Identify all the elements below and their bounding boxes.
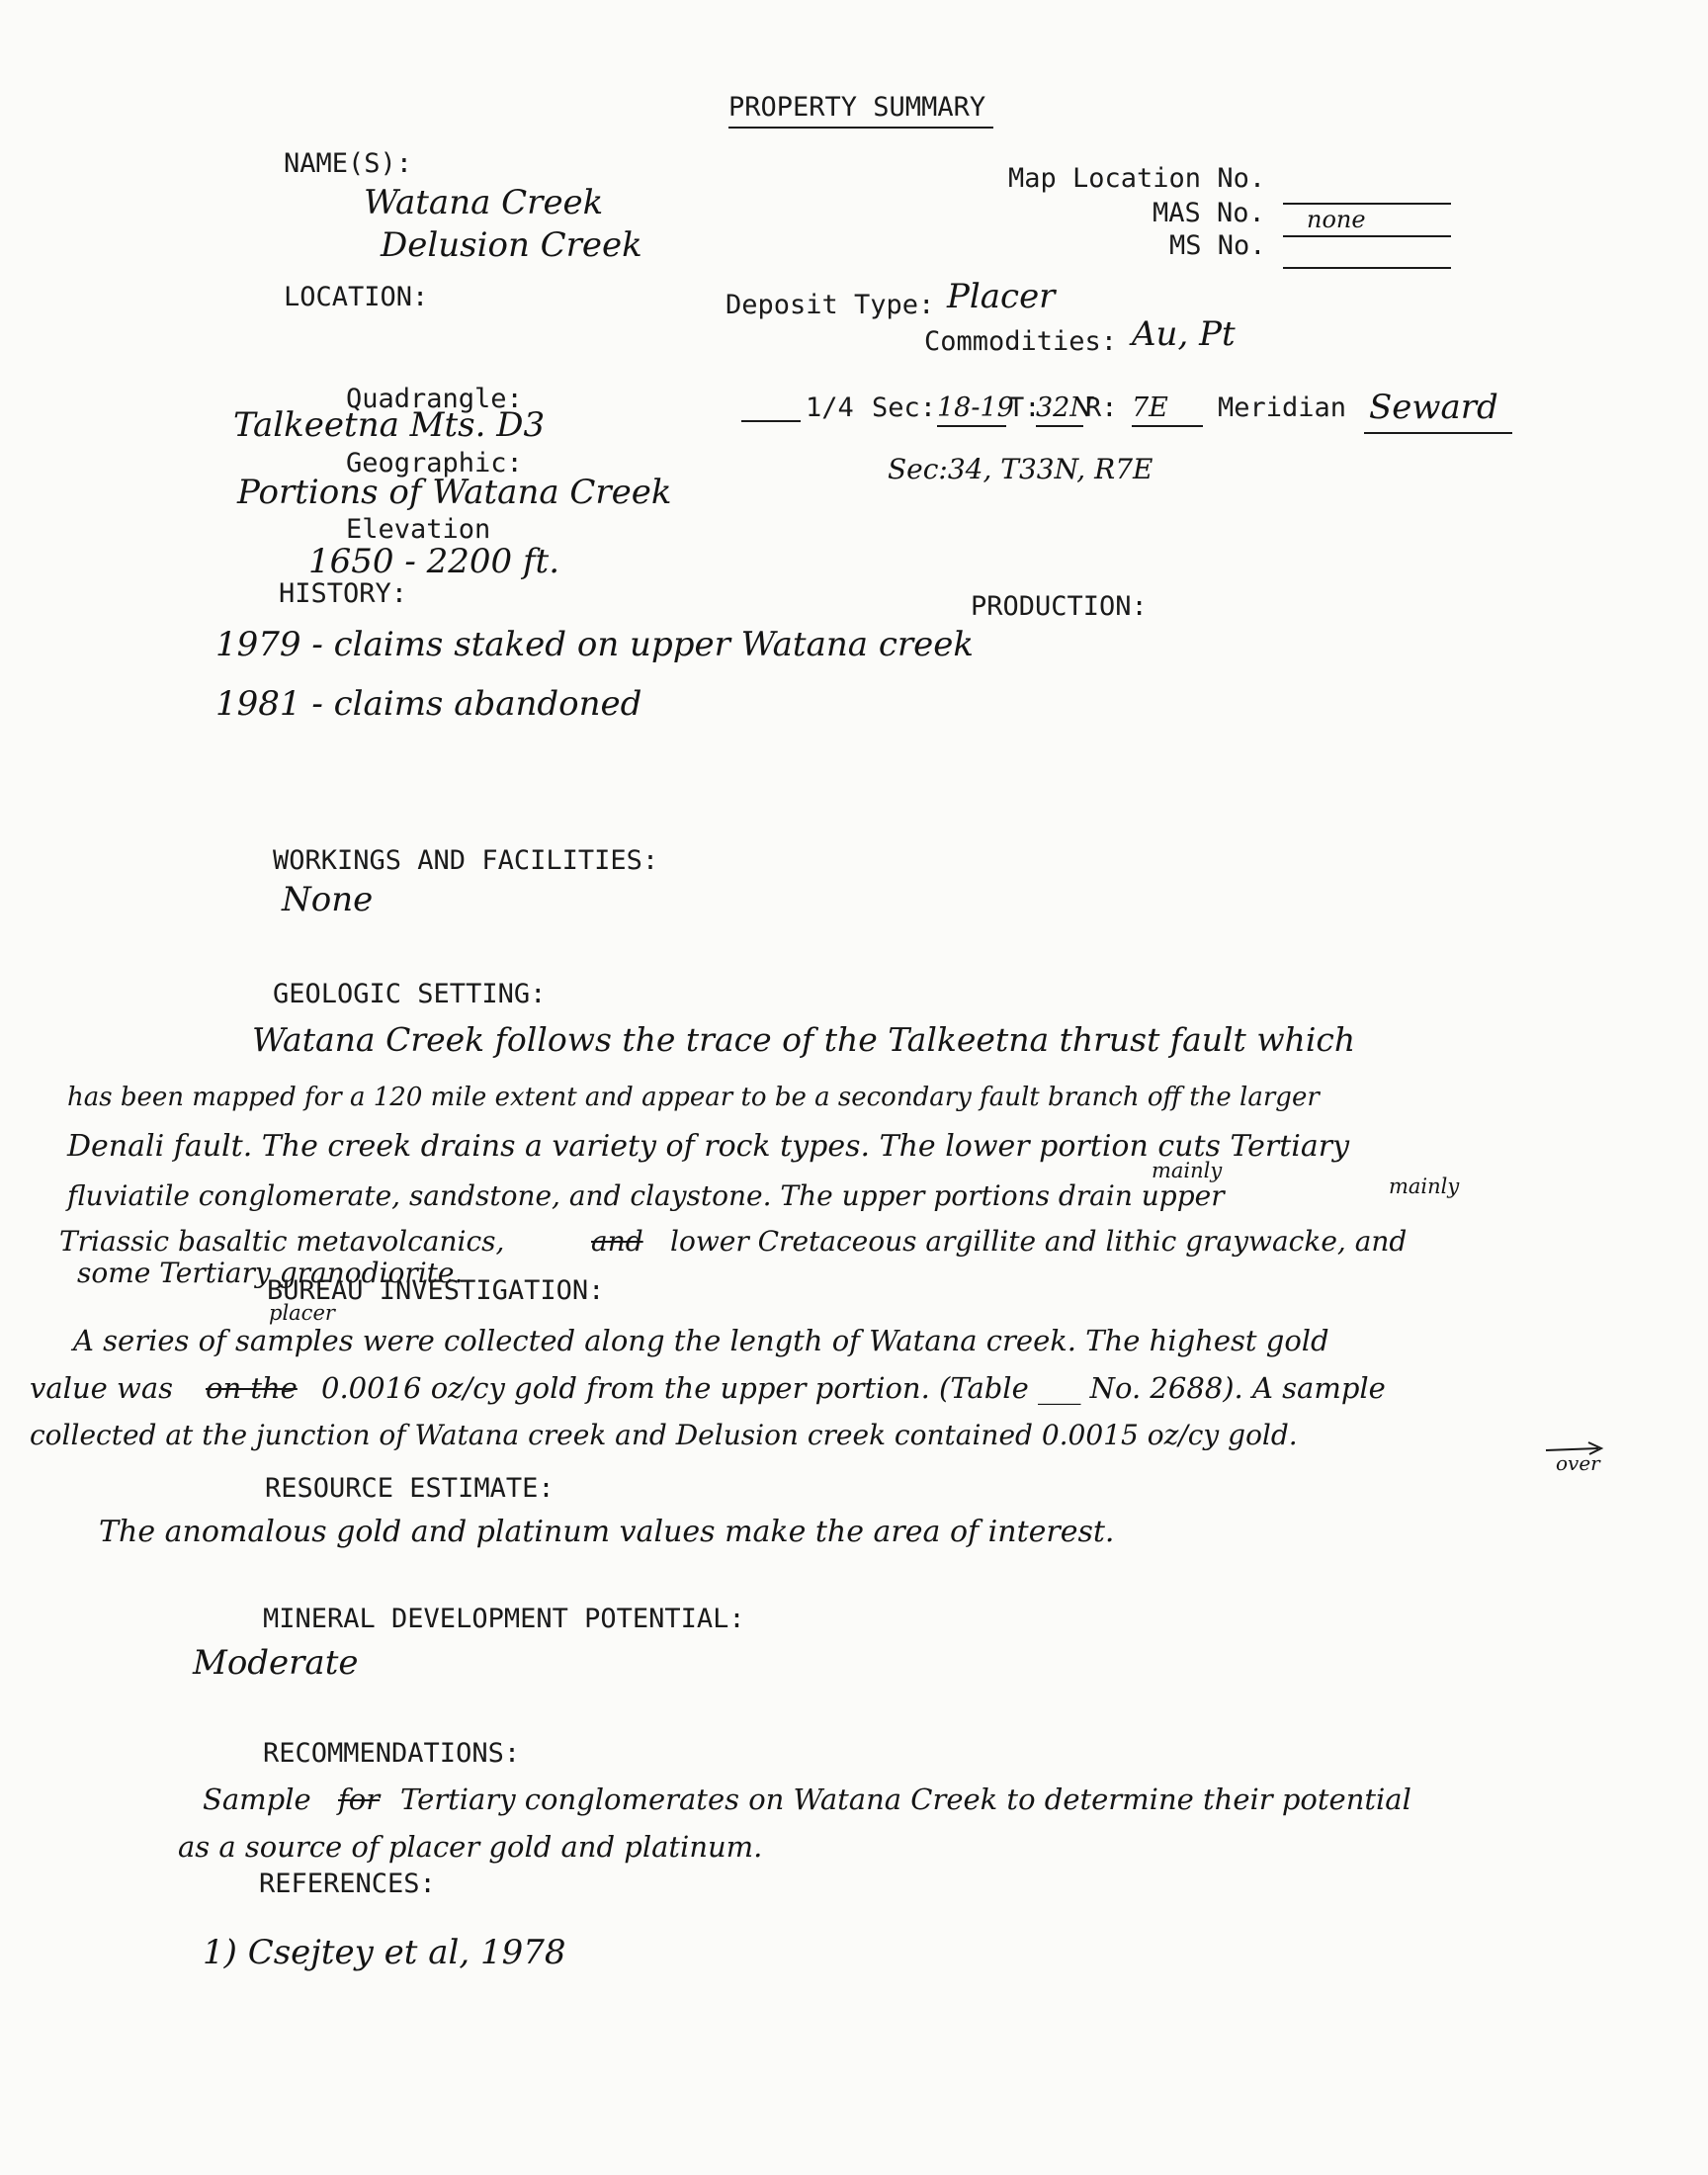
mineral-label: MINERAL DEVELOPMENT POTENTIAL: [263, 1604, 745, 1634]
quadrangle-value: Talkeetna Mts. D3 [233, 405, 546, 445]
over-arrow-icon [1544, 1441, 1605, 1457]
page-title: PROPERTY SUMMARY [728, 92, 986, 123]
t-label: T: [1008, 392, 1041, 423]
bureau-line-1: A series of samples were collected along the length of Watana creek. The highest gold [73, 1324, 1329, 1357]
bureau-label: BUREAU INVESTIGATION: [267, 1275, 605, 1306]
commodities-value: Au, Pt [1132, 314, 1236, 354]
recommendations-struck-word: for [338, 1783, 381, 1816]
recommendations-line-2: as a source of placer gold and platinum. [178, 1830, 763, 1864]
elevation-value: 1650 - 2200 ft. [308, 542, 560, 581]
geologic-line-2: has been mapped for a 120 mile extent and appear to be a secondary fault branch off the larger [67, 1083, 1320, 1112]
mas-value: none [1307, 206, 1366, 233]
geologic-insert-mainly-2: mainly [1389, 1174, 1460, 1198]
bureau-line-2b: 0.0016 oz/cy gold from the upper portion. (Table ___ No. 2688). A sample [321, 1371, 1386, 1405]
geologic-line-3: Denali fault. The creek drains a variety of rock types. The lower portion cuts Tertiary [67, 1129, 1350, 1164]
map-location-line [1283, 203, 1451, 205]
legal-additional: Sec:34, T33N, R7E [888, 453, 1153, 485]
bureau-over: over [1556, 1451, 1600, 1475]
title-underline [728, 127, 993, 129]
sec-line [937, 425, 1006, 427]
quarter-label: 1/4 [806, 392, 854, 423]
deposit-type-label: Deposit Type: [726, 290, 935, 320]
deposit-type-value: Placer [947, 277, 1056, 316]
t-value: 32N [1036, 392, 1093, 423]
history-entry-1: 1979 - claims staked on upper Watana creek [215, 625, 974, 664]
t-line [1036, 425, 1083, 427]
name-value-2: Delusion Creek [381, 225, 642, 265]
recommendations-line-1b: Tertiary conglomerates on Watana Creek to determine their potential [400, 1783, 1411, 1816]
references-value: 1) Csejtey et al, 1978 [203, 1933, 566, 1972]
geographic-value: Portions of Watana Creek [237, 473, 672, 512]
geologic-line-5: Triassic basaltic metavolcanics, [59, 1225, 505, 1258]
map-location-label: Map Location No. [1008, 163, 1266, 194]
geologic-line-7: some Tertiary granodiorite. [77, 1257, 464, 1289]
resource-label: RESOURCE ESTIMATE: [265, 1473, 555, 1504]
history-label: HISTORY: [279, 578, 408, 609]
quarter-line [741, 420, 801, 422]
geologic-line-6: lower Cretaceous argillite and lithic graywacke, and [670, 1225, 1408, 1258]
geologic-struck-word: and [591, 1225, 643, 1258]
r-line [1132, 425, 1203, 427]
meridian-label: Meridian [1218, 392, 1347, 423]
geologic-line-4: fluviatile conglomerate, sandstone, and claystone. The upper portions drain upper [67, 1179, 1225, 1212]
geologic-insert-mainly-1: mainly [1152, 1159, 1223, 1182]
production-label: PRODUCTION: [971, 591, 1148, 622]
bureau-line-2a: value was [30, 1371, 173, 1405]
commodities-label: Commodities: [924, 326, 1118, 357]
r-value: 7E [1132, 392, 1168, 423]
bureau-struck-words: on the [206, 1371, 298, 1405]
ms-label: MS No. [1169, 230, 1266, 261]
names-label: NAME(S): [284, 148, 413, 179]
ms-line [1283, 267, 1451, 269]
bureau-line-3: collected at the junction of Watana creek and Delusion creek contained 0.0015 oz/cy gold. [30, 1419, 1298, 1451]
geographic-label: Geographic: [346, 448, 523, 478]
references-label: REFERENCES: [259, 1869, 436, 1899]
location-label: LOCATION: [284, 282, 429, 312]
history-entry-2: 1981 - claims abandoned [215, 684, 642, 724]
sec-value: 18-19 [937, 392, 1014, 423]
name-value-1: Watana Creek [364, 183, 604, 222]
sec-label: Sec: [872, 392, 937, 423]
resource-text: The anomalous gold and platinum values make the area of interest. [99, 1515, 1115, 1549]
quadrangle-label: Quadrangle: [346, 384, 523, 414]
bureau-insert: placer [269, 1301, 335, 1325]
meridian-value: Seward [1369, 388, 1498, 427]
mas-label: MAS No. [1153, 198, 1265, 228]
workings-value: None [282, 880, 374, 919]
r-label: R: [1085, 392, 1118, 423]
meridian-line [1364, 432, 1512, 434]
recommendations-line-1a: Sample [203, 1783, 311, 1816]
recommendations-label: RECOMMENDATIONS: [263, 1738, 521, 1769]
mineral-value: Moderate [193, 1643, 359, 1683]
mas-line [1283, 235, 1451, 237]
workings-label: WORKINGS AND FACILITIES: [273, 845, 659, 876]
geologic-line-1: Watana Creek follows the trace of the Talkeetna thrust fault which [252, 1020, 1356, 1059]
geologic-label: GEOLOGIC SETTING: [273, 979, 547, 1009]
elevation-label: Elevation [346, 514, 491, 545]
